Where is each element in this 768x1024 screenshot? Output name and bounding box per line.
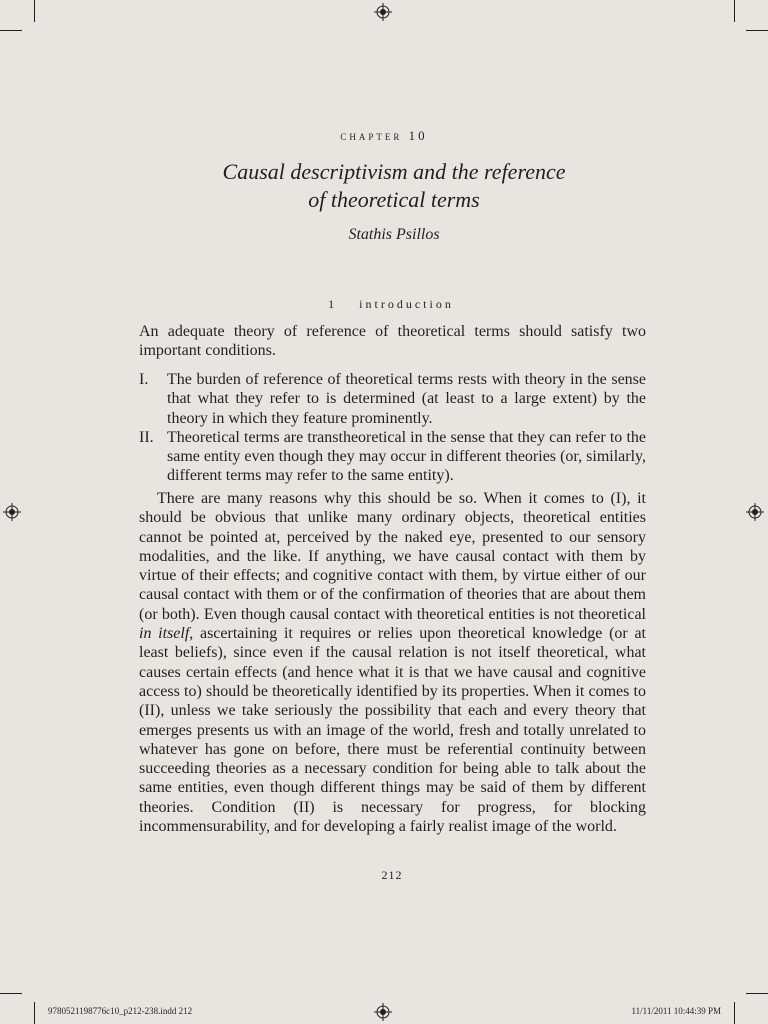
section-title: introduction xyxy=(359,297,454,311)
list-marker: II. xyxy=(139,428,154,446)
list-marker: I. xyxy=(139,371,149,388)
chapter-title xyxy=(100,158,688,214)
conditions-list xyxy=(139,370,646,486)
page-number: 212 xyxy=(381,868,403,882)
crop-mark xyxy=(34,0,35,22)
list-item-text: The burden of reference of theoretical terms rests with theory in the sense that what they refer to is determined (at least to a large extent) by the theory in which they feature prominently. xyxy=(167,371,646,427)
crop-mark xyxy=(734,1002,735,1024)
crop-mark xyxy=(34,1002,35,1024)
slug-timestamp: 11/11/2011 10:44:39 PM xyxy=(631,1006,721,1016)
paragraph-text: , ascertaining it requires or relies upon theoretical knowledge (or at least beliefs), since even if the causal relation is not itself theoretical, what causes certain effects (and hence what it is that we have causal and cognitive access to) should be theoretically identified by its properties. When it comes to (II), unless we take seriously the possibility that each and every theory that emerges presents us with an image of the world, fresh and totally unrelated to whatever has gone on before, there must be referential continuity between succeeding theories as a necessary condition for being able to talk about the same entities, even though different things may be said of them by different theories. Condition (II) is necessary for progress, for blocking incommensurability, and for developing a fairly realist image of the world. xyxy=(139,625,646,836)
author-name: Stathis Psillos xyxy=(348,226,440,243)
crop-mark xyxy=(734,0,735,22)
slug-filename: 9780521198776c10_p212-238.indd 212 xyxy=(48,1006,193,1016)
registration-mark-icon xyxy=(3,503,21,521)
crop-mark xyxy=(746,993,768,994)
crop-mark xyxy=(0,993,22,994)
section-number: 1 xyxy=(328,297,338,311)
list-item xyxy=(139,428,646,486)
chapter-title-line: of theoretical terms xyxy=(308,187,480,212)
crop-mark xyxy=(0,30,22,31)
registration-mark-icon xyxy=(374,3,392,21)
section-heading xyxy=(0,297,768,312)
emphasis-text: in itself xyxy=(139,625,190,643)
body-paragraph xyxy=(139,489,646,836)
chapter-title-line: Causal descriptivism and the reference xyxy=(222,159,566,184)
registration-mark-icon xyxy=(374,1003,392,1021)
chapter-label: chapter 10 xyxy=(340,128,428,143)
paragraph-text: There are many reasons why this should be so. When it comes to (I), it should be obvious that unlike many ordinary objects, theoretical entities cannot be pointed at, perceived by the naked eye, presented to our sensory modalities, and the like. If anything, we have causal contact with them by virtue of their effects; and cognitive contact with them, by virtue either of our causal contact with them or of the confirmation of theories that are about them (or both). Even though causal contact with theoretical entities is not theoretical xyxy=(139,490,646,623)
registration-mark-icon xyxy=(746,503,764,521)
intro-paragraph: An adequate theory of reference of theoretical terms should satisfy two important conditions. xyxy=(139,323,646,360)
list-item-text: Theoretical terms are transtheoretical in the sense that they can refer to the same entity even though they may occur in different theories (or, similarly, different terms may refer to the same entity). xyxy=(167,428,646,485)
crop-mark xyxy=(746,30,768,31)
list-item xyxy=(139,370,646,428)
